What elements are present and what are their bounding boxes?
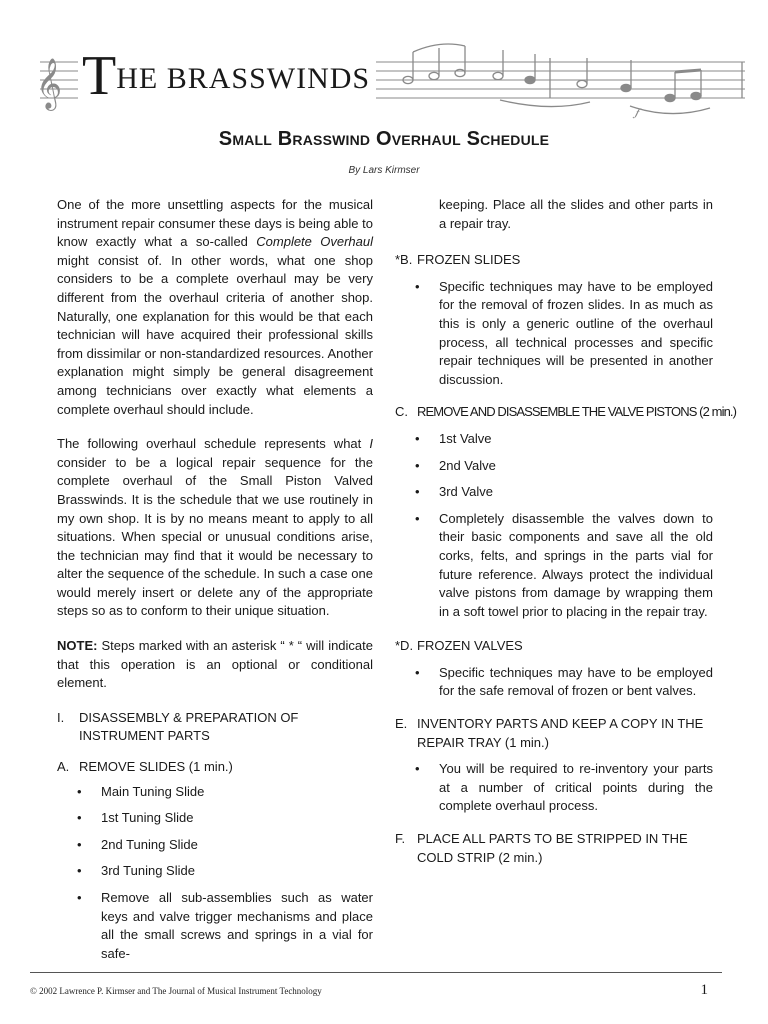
copyright-notice: © 2002 Lawrence P. Kirmser and The Journal of Musical Instrument Technology xyxy=(30,986,322,996)
list-item: • 2nd Valve xyxy=(415,457,496,473)
list-item: • Completely disassemble the valves down to their basic components and save all the old corks, felts, and springs in the parts vial for future reference. Always protect the individual valve pistons from damage by wrapping them in a soft towel prior to placing in the repair tray. xyxy=(415,510,713,619)
article-title: Small Brasswind Overhaul Schedule xyxy=(218,128,550,150)
list-item: • 2nd Tuning Slide xyxy=(77,836,198,852)
list-item: • Specific techniques may have to be employed for the removal of frozen slides. In as much as this is only a generic outline of the overhaul process, all technical processes and specific repair techniques will be presented in another discussion. xyxy=(415,278,713,387)
step-b-list xyxy=(395,278,713,390)
step-a-heading: A. REMOVE SLIDES (1 min.) xyxy=(57,759,233,775)
intro-paragraph-2: The following overhaul schedule represents what I consider to be a logical repair sequence for the complete overhaul of the Small Piston Valved Brasswinds. It is the schedule that we use routinely in my own shop. It is by no means meant to apply to all situations. When special or unusual conditions arise, the technician may find that it would be necessary to alter the sequence of the schedule. In such a case one would merely insert or delete any of the appropriate steps so as to conform to their unique situation. xyxy=(57,436,373,619)
step-e-heading: E. INVENTORY PARTS AND KEEP A COPY IN THE REPAIR TRAY (1 min.) xyxy=(395,716,704,750)
list-item: • 3rd Valve xyxy=(415,484,493,500)
list-item: • Main Tuning Slide xyxy=(77,783,205,799)
step-d-list xyxy=(395,664,713,701)
list-item: • Specific techniques may have to be employed for the safe removal of frozen or bent valves. xyxy=(415,664,713,699)
dynamics-mark-icon: 𝆑 xyxy=(635,106,639,119)
section-masthead-title: THE BRASSWINDS xyxy=(78,48,376,104)
step-c-heading: C. REMOVE AND DISASSEMBLE THE VALVE PISTONS (2 min.) xyxy=(395,404,737,420)
right-column xyxy=(395,196,737,867)
list-item: • You will be required to re-inventory your parts at a number of critical points during the complete overhaul process. xyxy=(415,761,713,814)
note-paragraph: NOTE: Steps marked with an asterisk “ * “ will indicate that this operation is an optional or conditional element. xyxy=(57,638,373,691)
step-a-continuation: keeping. Place all the slides and other parts in a repair tray. xyxy=(439,197,713,231)
step-f-heading: F. PLACE ALL PARTS TO BE STRIPPED IN THE COLD STRIP (2 min.) xyxy=(395,831,688,865)
masthead xyxy=(30,36,750,132)
step-b-heading: *B. FROZEN SLIDES xyxy=(395,252,521,268)
list-item: • Remove all sub-assemblies such as water keys and valve trigger mechanisms and place all the small screws and springs in a vial for safe- xyxy=(77,890,373,961)
list-item: • 3rd Tuning Slide xyxy=(77,863,195,879)
footer-rule xyxy=(30,972,722,973)
step-a-list xyxy=(57,783,373,964)
list-item: • 1st Tuning Slide xyxy=(77,810,194,826)
step-c-list xyxy=(395,430,713,621)
step-e-list xyxy=(395,760,713,816)
intro-paragraph-1: One of the more unsettling aspects for the musical instrument repair consumer these days is being able to know exactly what a so-called Complete Overhaul might consist of. In other words, what one shop considers to be a complete overhaul may be very different from the overhaul criteria of another shop. Naturally, one explanation for this would be that each technician will have acquired their professional skills from dissimilar or non-standardized resources. Another explanation might simply be general disagreement among technicians over exactly what elements a complete overhaul should include. xyxy=(57,197,373,417)
list-item: • 1st Valve xyxy=(415,430,492,446)
left-column xyxy=(57,196,373,971)
treble-clef-icon: 𝄞 xyxy=(36,58,63,109)
page-number: 1 xyxy=(700,982,708,998)
byline: By Lars Kirmser xyxy=(348,165,420,176)
section-i-heading: I. DISASSEMBLY & PREPARATION OF INSTRUMENT PARTS xyxy=(57,709,299,744)
step-d-heading: *D. FROZEN VALVES xyxy=(395,638,523,654)
